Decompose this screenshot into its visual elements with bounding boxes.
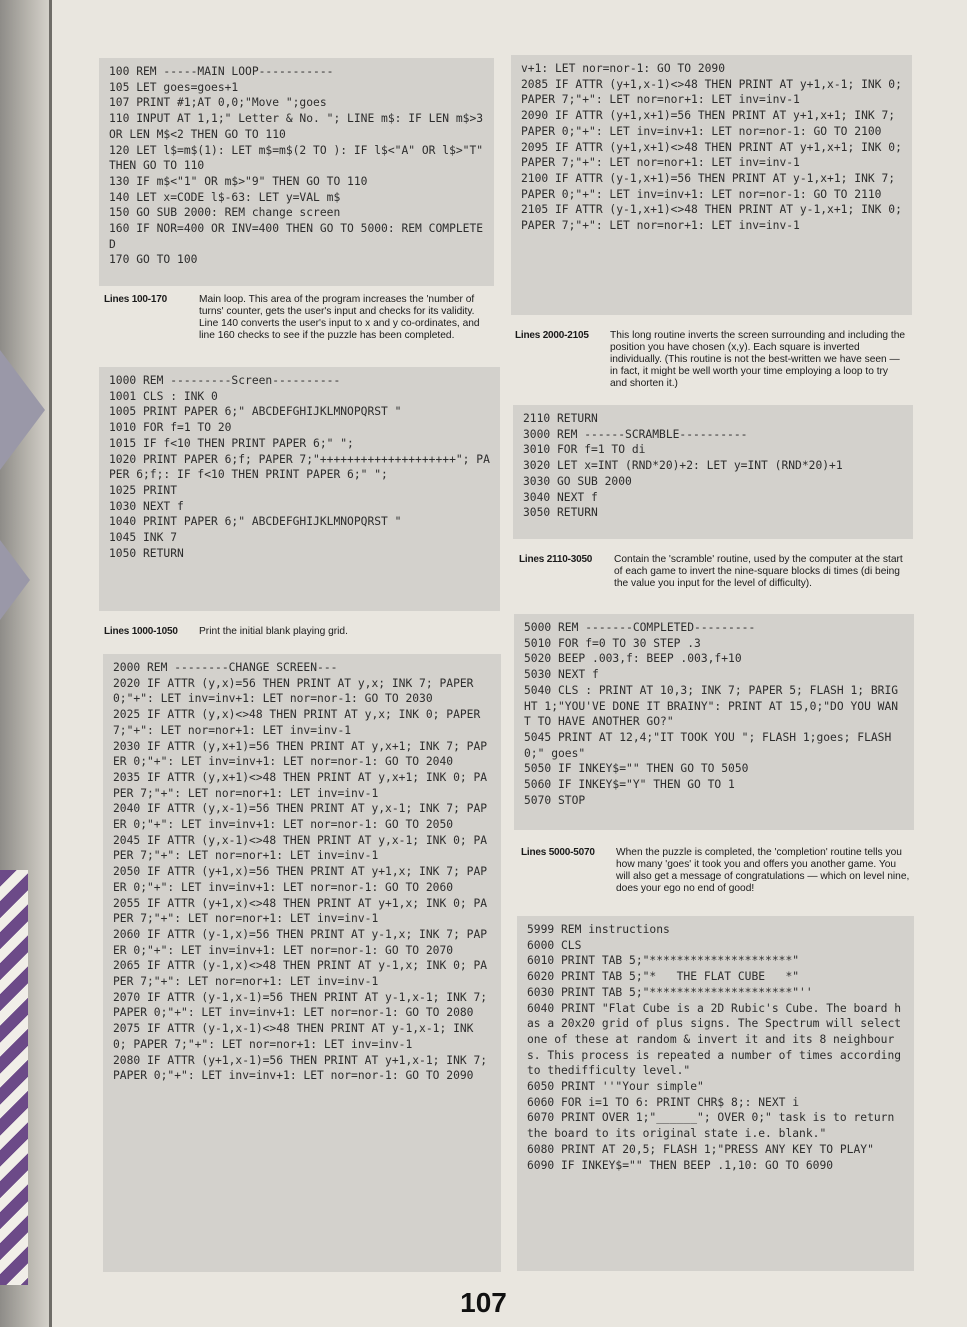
code-line: 2020 IF ATTR (y,x)=56 THEN PRINT AT y,x; INK 7; PAPER 0;"+": LET inv=inv+1: LET nor=nor-1: GO TO 2030 [113,676,481,706]
caption-lines-2000-2105 [515,330,907,392]
code-line: 100 REM -----MAIN LOOP----------- [109,65,334,78]
caption-label: Lines 2000-2105 [515,330,589,341]
code-line: 1025 PRINT [109,483,178,497]
code-line: 5000 REM -------COMPLETED--------- [524,621,756,634]
code-line: 5030 NEXT f [524,668,599,682]
code-line: 1000 REM ---------Screen---------- [109,374,341,387]
code-line: 2055 IF ATTR (y+1,x)<>48 THEN PRINT AT y+1,x; INK 0; PAPER 7;"+": LET nor=nor+1: LET inv=inv-1 [113,896,488,926]
caption-label: Lines 100-170 [104,294,167,305]
code-line: 2045 IF ATTR (y,x-1)<>48 THEN PRINT AT y,x-1; INK 0; PAPER 7;"+": LET nor=nor+1: LET inv=inv-1 [113,833,488,863]
code-line: 3030 GO SUB 2000 [523,474,632,488]
code-line: 1040 PRINT PAPER 6;" ABCDEFGHIJKLMNOPQRST " [109,515,402,529]
caption-text: Main loop. This area of the program increases the 'number of turns' counter, gets the user's input and checks for its validity. Line 140 converts the user's input to x and y co-ordinates, and line 160 checks to see if the puzzle has been completed. [199,294,480,341]
caption-text: This long routine inverts the screen surrounding and including the position you have chosen (x,y). Each square is inverted individually. (This routine is not the best-written we have seen — in fact, it might be well worth your time employing a loop to try and shorten it.) [610,330,906,389]
caption-lines-5000-5070 [521,847,911,897]
code-line: 6080 PRINT AT 20,5; FLASH 1;"PRESS ANY KEY TO PLAY" [527,1142,874,1156]
code-line: 6040 PRINT "Flat Cube is a 2D Rubic's Cube. The board has a 20x20 grid of plus signs. The Spectrum will select one of these at random & invert it and its 8 neighbours. This process is repeated a number of times according to thedifficulty level." [527,1001,908,1078]
decorative-shape [0,540,30,620]
caption-text: When the puzzle is completed, the 'completion' routine tells you how many 'goes' it took you and offers you another game. You will also get a message of congratulations — which on level nine, does your ego no end of good! [616,847,910,894]
code-line: 3020 LET x=INT (RND*20)+2: LET y=INT (RND*20)+1 [523,459,843,473]
code-line: 6010 PRINT TAB 5;"*********************" [527,954,800,968]
code-line: 1010 FOR f=1 TO 20 [109,421,232,435]
code-block-main-loop [99,58,494,286]
code-line: 2030 IF ATTR (y,x+1)=56 THEN PRINT AT y,x+1; INK 7; PAPER 0;"+": LET inv=inv+1: LET nor=nor-1: GO TO 2040 [113,739,488,769]
code-block-scramble [513,405,913,539]
code-line: 130 IF m$<"1" OR m$>"9" THEN GO TO 110 [109,174,368,188]
code-line: 2065 IF ATTR (y-1,x)<>48 THEN PRINT AT y-1,x; INK 0; PAPER 7;"+": LET nor=nor+1: LET inv=inv-1 [113,959,488,989]
code-line: 150 GO SUB 2000: REM change screen [109,206,341,220]
code-line: 1020 PRINT PAPER 6;f; PAPER 7;"++++++++++++++++++++"; PAPER 6;f;: IF f<10 THEN PRINT PAPER 6;" "; [109,452,490,482]
code-line: 2110 RETURN [523,412,598,425]
code-line: 5060 IF INKEY$="Y" THEN GO TO 1 [524,778,735,792]
code-line: 6060 FOR i=1 TO 6: PRINT CHR$ 8;: NEXT i [527,1095,800,1109]
code-line: 2095 IF ATTR (y+1,x+1)<>48 THEN PRINT AT y+1,x+1; INK 0; PAPER 7;"+": LET nor=nor+1: LET inv=inv-1 [521,140,909,170]
code-line: 3050 RETURN [523,506,598,520]
code-line: 2035 IF ATTR (y,x+1)<>48 THEN PRINT AT y,x+1; INK 0; PAPER 7;"+": LET nor=nor+1: LET inv=inv-1 [113,770,488,800]
code-line: 3010 FOR f=1 TO di [523,443,646,457]
caption-lines-100-170 [104,294,496,356]
code-line: 110 INPUT AT 1,1;" Letter & No. "; LINE m$: IF LEN m$>3 OR LEN M$<2 THEN GO TO 110 [109,112,490,141]
code-line: 1001 CLS : INK 0 [109,389,218,403]
code-line: 2090 IF ATTR (y+1,x+1)=56 THEN PRINT AT y+1,x+1; INK 7; PAPER 0;"+": LET inv=inv+1: LET nor=nor-1: GO TO 2100 [521,109,902,138]
code-line: 1005 PRINT PAPER 6;" ABCDEFGHIJKLMNOPQRST " [109,405,402,419]
code-line: 1050 RETURN [109,546,184,560]
code-line: 5020 BEEP .003,f: BEEP .003,f+10 [524,652,742,666]
code-line: 2100 IF ATTR (y-1,x+1)=56 THEN PRINT AT y-1,x+1; INK 7; PAPER 0;"+": LET inv=inv+1: LET nor=nor-1: GO TO 2110 [521,171,902,201]
caption-label: Lines 1000-1050 [104,626,178,637]
code-line: 5070 STOP [524,793,586,807]
code-line: v+1: LET nor=nor-1: GO TO 2090 [521,62,726,75]
code-line: 5040 CLS : PRINT AT 10,3; INK 7; PAPER 5; FLASH 1; BRIGHT 1;"YOU'VE DONE IT BRAINY": PRINT AT 15,0;"DO YOU WANT TO HAVE ANOTHER GO?" [524,683,899,729]
code-line: 3040 NEXT f [523,490,598,504]
code-line: 140 LET x=CODE l$-63: LET y=VAL m$ [109,190,341,204]
code-block-screen [99,367,500,611]
code-line: 2075 IF ATTR (y-1,x-1)<>48 THEN PRINT AT y-1,x-1; INK 0; PAPER 7;"+": LET nor=nor+1: LET inv=inv-1 [113,1022,481,1051]
code-line: 2085 IF ATTR (y+1,x-1)<>48 THEN PRINT AT y+1,x-1; INK 0; PAPER 7;"+": LET nor=nor+1: LET inv=inv-1 [521,77,909,107]
code-line: 105 LET goes=goes+1 [109,80,239,94]
code-line: 5050 IF INKEY$="" THEN GO TO 5050 [524,762,749,776]
caption-lines-1000-1050 [104,626,496,640]
caption-text: Print the initial blank playing grid. [199,626,348,637]
code-line: 160 IF NOR=400 OR INV=400 THEN GO TO 5000: REM COMPLETED [109,222,484,251]
code-line: 170 GO TO 100 [109,253,198,267]
decorative-shape [0,350,45,470]
code-line: 6070 PRINT OVER 1;"______"; OVER 0;" task is to return the board to its original state i.e. blank." [527,1111,902,1141]
code-line: 107 PRINT #1;AT 0,0;"Move ";goes [109,96,327,110]
code-block-completed [514,614,914,830]
code-line: 2070 IF ATTR (y-1,x-1)=56 THEN PRINT AT y-1,x-1; INK 7; PAPER 0;"+": LET inv=inv+1: LET nor=nor-1: GO TO 2080 [113,990,494,1020]
code-line: 6030 PRINT TAB 5;"*********************"'' [527,985,813,999]
code-line: 5999 REM instructions [527,923,670,936]
caption-lines-2110-3050 [519,554,909,592]
code-line: 2060 IF ATTR (y-1,x)=56 THEN PRINT AT y-1,x; INK 7; PAPER 0;"+": LET inv=inv+1: LET nor=nor-1: GO TO 2070 [113,927,488,957]
code-block-change-screen [103,654,501,1272]
code-block-instructions [517,916,914,1271]
page-number: 107 [460,1287,507,1318]
code-line: 2080 IF ATTR (y+1,x-1)=56 THEN PRINT AT y+1,x-1; INK 7; PAPER 0;"+": LET inv=inv+1: LET nor=nor-1: GO TO 2090 [113,1053,494,1083]
code-line: 2050 IF ATTR (y+1,x)=56 THEN PRINT AT y+1,x; INK 7; PAPER 0;"+": LET inv=inv+1: LET nor=nor-1: GO TO 2060 [113,865,488,894]
code-block-change-screen-cont [511,55,912,315]
code-line: 1015 IF f<10 THEN PRINT PAPER 6;" "; [109,436,354,450]
code-line: 6090 IF INKEY$="" THEN BEEP .1,10: GO TO 6090 [527,1158,834,1172]
code-line: 1030 NEXT f [109,499,184,513]
code-line: 120 LET l$=m$(1): LET m$=m$(2 TO ): IF l$<"A" OR l$>"T" THEN GO TO 110 [109,143,490,173]
caption-label: Lines 2110-3050 [519,554,593,565]
code-line: 2040 IF ATTR (y,x-1)=56 THEN PRINT AT y,x-1; INK 7; PAPER 0;"+": LET inv=inv+1: LET nor=nor-1: GO TO 2050 [113,802,488,832]
code-line: 2105 IF ATTR (y-1,x+1)<>48 THEN PRINT AT y-1,x+1; INK 0; PAPER 7;"+": LET nor=nor+1: LET inv=inv-1 [521,203,909,233]
decorative-stripes [0,870,28,1285]
caption-label: Lines 5000-5070 [521,847,595,858]
code-line: 2025 IF ATTR (y,x)<>48 THEN PRINT AT y,x; INK 0; PAPER 7;"+": LET nor=nor+1: LET inv=inv-1 [113,708,488,737]
code-line: 5010 FOR f=0 TO 30 STEP .3 [524,636,701,650]
code-line: 1045 INK 7 [109,531,178,545]
code-line: 5045 PRINT AT 12,4;"IT TOOK YOU "; FLASH 1;goes; FLASH 0;" goes" [524,730,899,760]
code-line: 2000 REM --------CHANGE SCREEN--- [113,661,338,674]
code-line: 6050 PRINT ''"Your simple" [527,1080,704,1094]
code-line: 6020 PRINT TAB 5;"* THE FLAT CUBE *" [527,970,800,984]
code-line: 6000 CLS [527,938,582,952]
caption-text: Contain the 'scramble' routine, used by the computer at the start of each game to invert the nine-square blocks di times (di being the value you input for the level of difficulty). [614,554,903,589]
code-line: 3000 REM ------SCRAMBLE---------- [523,427,748,441]
